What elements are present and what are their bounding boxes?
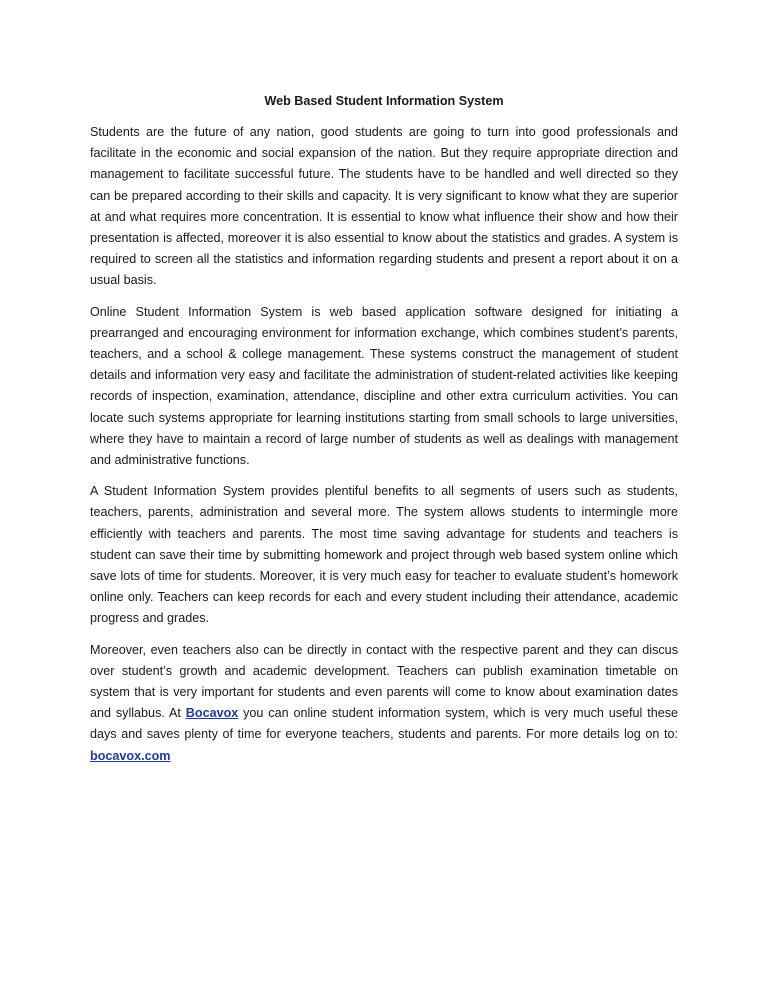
bocavox-com-link[interactable]: bocavox.com — [90, 748, 171, 763]
conclusion-text-start: Moreover, even teachers also can be directly in contact with the respective parent and they can discus over student’s growth and academic development. Teachers can publish examination timetable on system that is very important for students and even parents will come to know about examination dates and syllabus. At — [90, 642, 678, 721]
conclusion-text-middle: you can online student information system, which is very much useful these days and saves plenty of time for everyone teachers, students and parents. For more details log on to: — [90, 706, 679, 742]
paragraph-intro: Students are the future of any nation, good students are going to turn into good professionals and facilitate in the economic and social expansion of the nation. But they require appropriate direction and management to facilitate successful future. The students have to be handled and well directed so they can be prepared according to their skills and capacity. It is very significant to know what they are superior at and what requires more concentration. It is essential to know what influence their show and how their presentation is affected, moreover it is also essential to know about the statistics and grades. A system is required to screen all the statistics and information regarding students and present a report about it on a usual basis. — [90, 125, 678, 288]
document-title: Web Based Student Information System — [264, 94, 504, 108]
document-page — [90, 92, 678, 777]
paragraph-benefits: A Student Information System provides plentiful benefits to all segments of users such as students, teachers, parents, administration and several more. The system allows students to intermingle more efficiently with teachers and parents. The most time saving advantage for students and teachers is student can save their time by submitting homework and project through web based system online which save lots of time for students. Moreover, it is very much easy for teacher to evaluate student’s homework online only. Teachers can keep records for each and every student including their attendance, academic progress and grades. — [90, 484, 678, 626]
paragraph-online-system: Online Student Information System is web based application software designed for initiating a prearranged and encouraging environment for information exchange, which combines student’s parents, teachers, and a school & college management. These systems construct the management of student details and information very easy and facilitate the administration of student-related activities like keeping records of inspection, examination, attendance, discipline and other extra curriculum activities. You can locate such systems appropriate for learning institutions starting from small schools to large universities, where they have to maintain a record of large number of students as well as dealings with management and administrative functions. — [90, 304, 678, 468]
bocavox-link[interactable]: Bocavox — [185, 706, 239, 721]
paragraph-conclusion — [90, 640, 678, 767]
